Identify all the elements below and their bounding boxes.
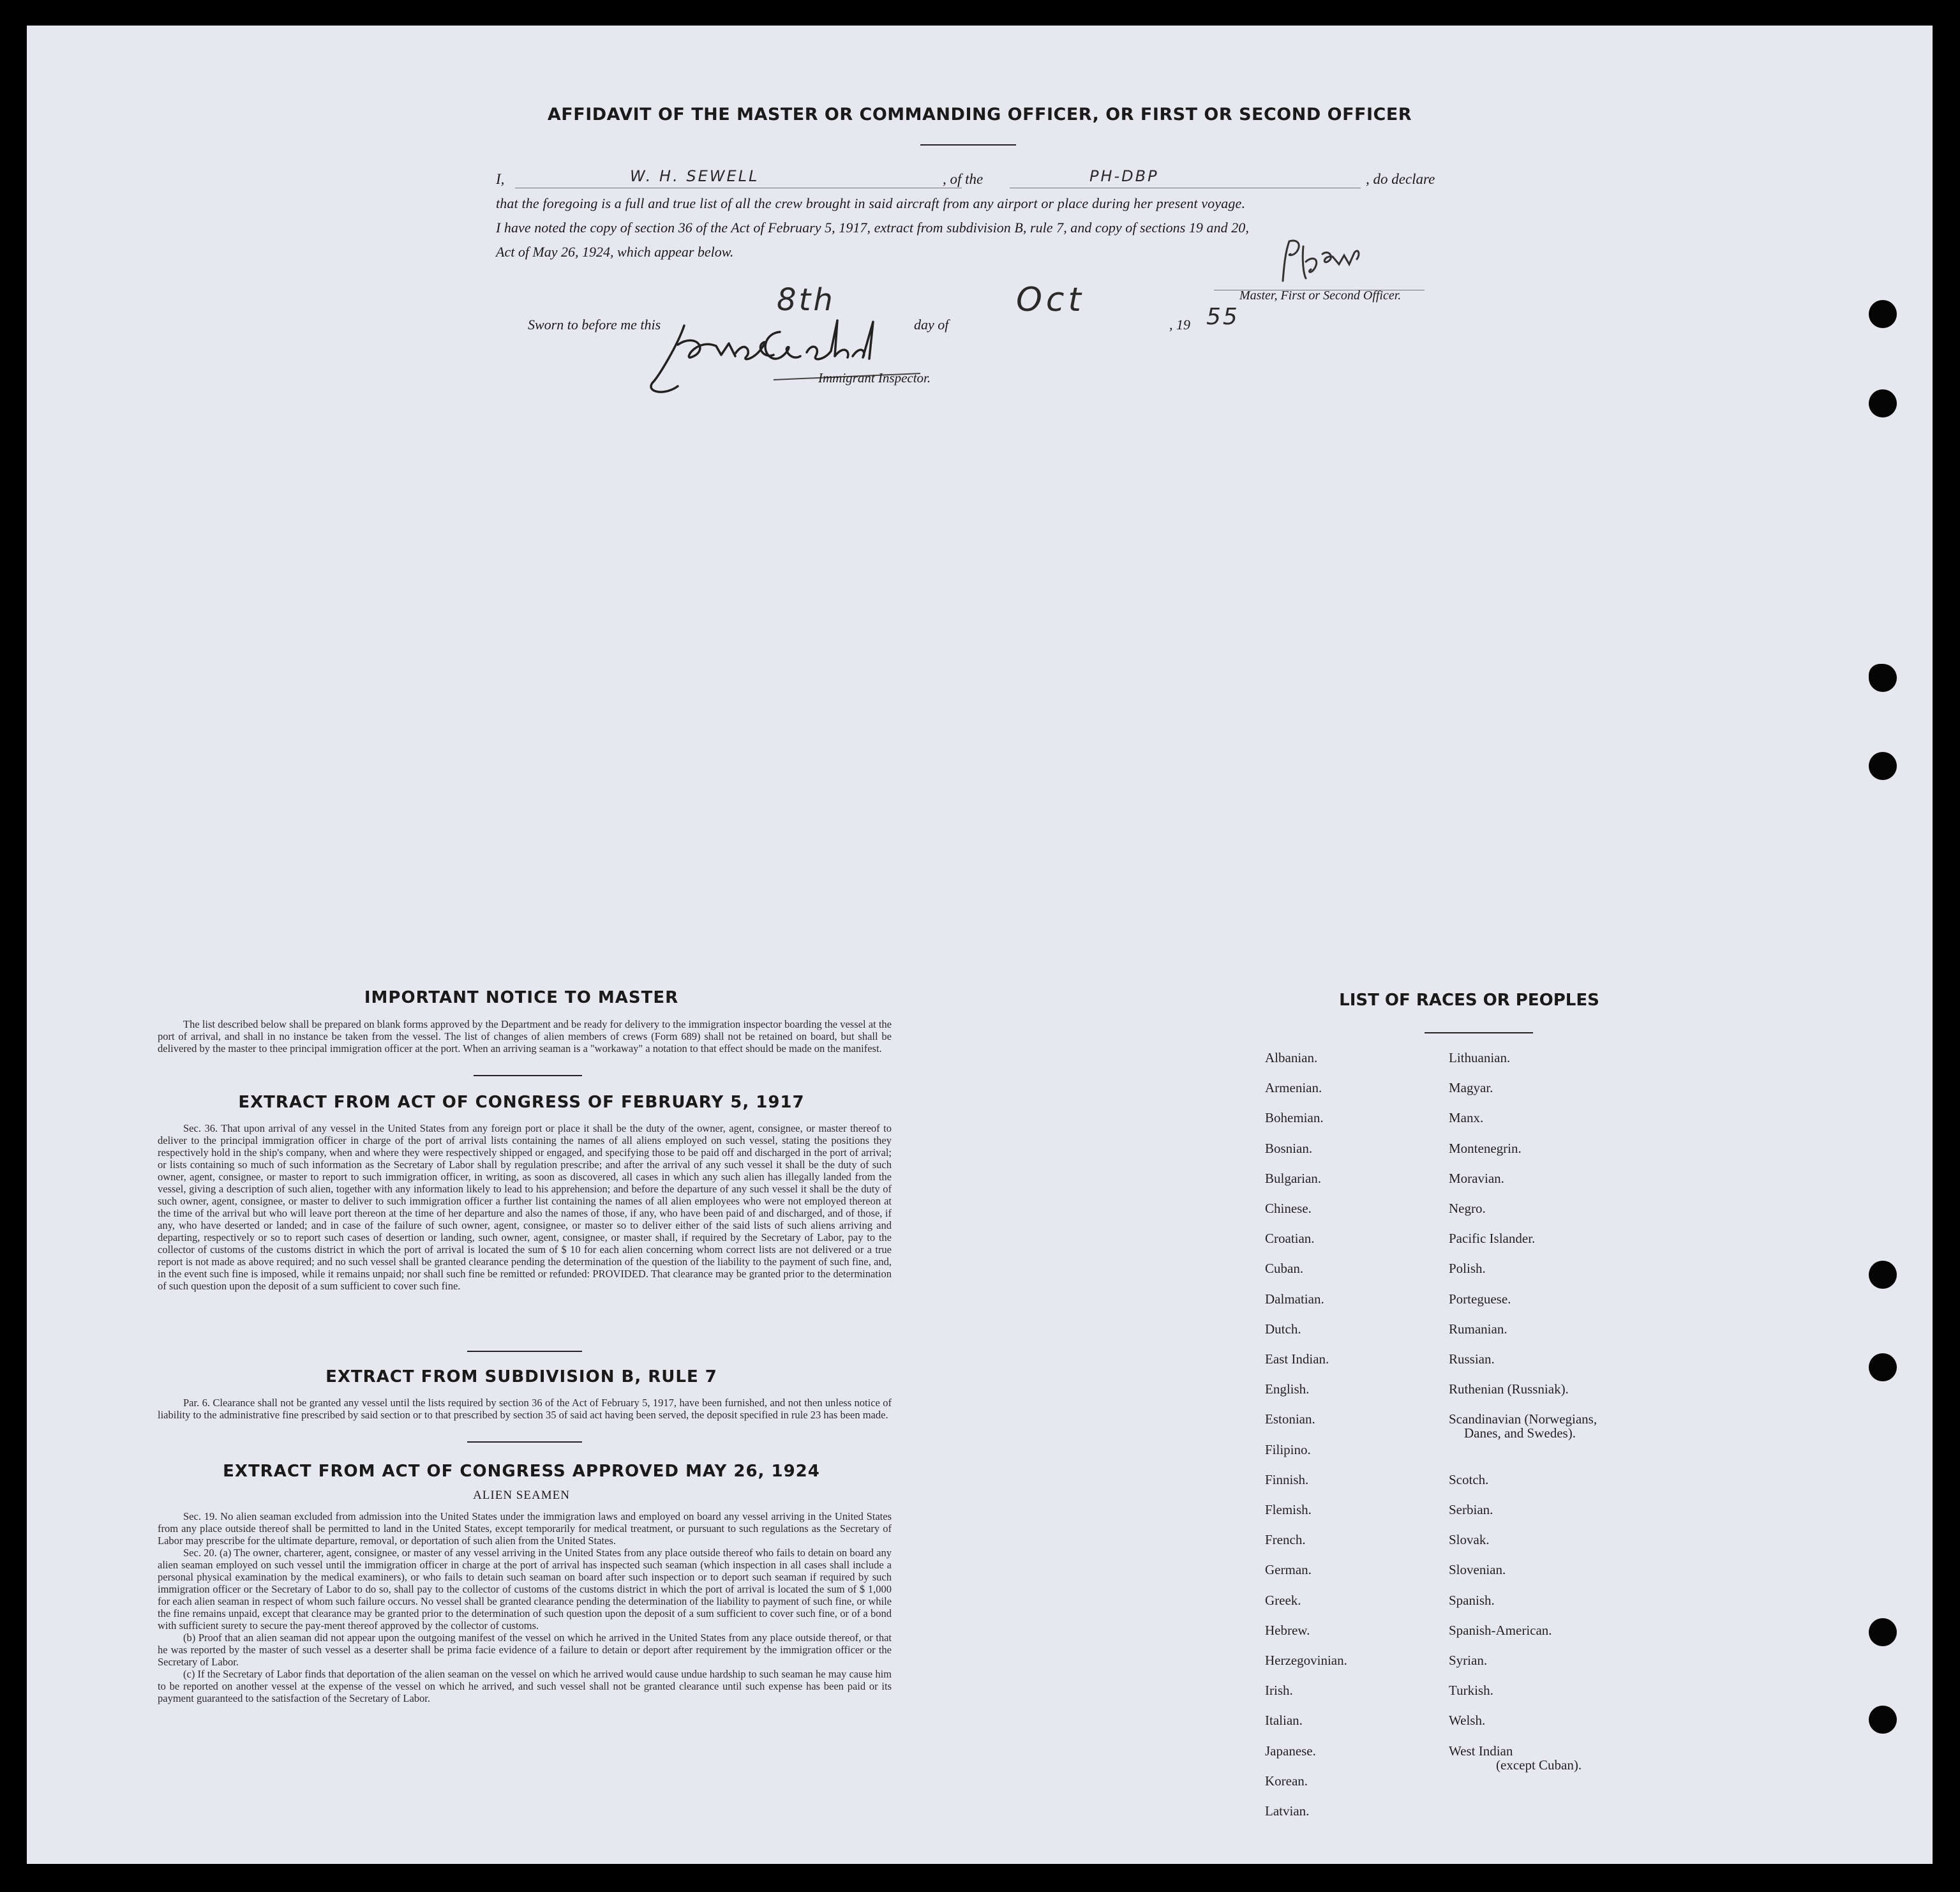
inspector-label: Immigrant Inspector.	[818, 370, 931, 386]
race-item: Manx.	[1449, 1110, 1484, 1126]
affidavit-line-2: that the foregoing is a full and true list of all the crew brought in said aircraft from any airport or place during her present voyage.	[496, 195, 1246, 211]
race-item: Serbian.	[1449, 1502, 1493, 1517]
race-item: Greek.	[1265, 1592, 1301, 1608]
day-of-label: day of	[914, 317, 949, 333]
race-item: German.	[1265, 1562, 1312, 1578]
of-the-label: , of the	[943, 171, 984, 187]
sec-20b-paragraph: (b) Proof that an alien seaman did not appear upon the outgoing manifest of the vessel on which he arrived in the United States from any place outside thereof, or that he was reported by the master of such vessel as a deserter shall be prima facie evidence of a failure to detain or deport after requirement by the immigration officer or the Secretary of Labor.	[158, 1632, 892, 1668]
sec-20c-paragraph: (c) If the Secretary of Labor finds that deportation of the alien seaman on the vessel on which he arrived would cause undue hardship to such seaman he may cause him to be reported on another vessel at the expense of the vessel on which he arrived, and such vessel shall not be granted clearance until such expense has been paid or its payment guaranteed to the satisfaction of the Secretary of Labor.	[158, 1668, 892, 1704]
race-item: English.	[1265, 1381, 1310, 1397]
notice-title: IMPORTANT NOTICE TO MASTER	[364, 988, 679, 1007]
race-item: Filipino.	[1265, 1441, 1311, 1457]
race-item: Estonian.	[1265, 1411, 1315, 1427]
affidavit-i: I,	[496, 171, 505, 187]
race-item: Spanish.	[1449, 1592, 1495, 1608]
race-item: Cuban.	[1265, 1261, 1304, 1277]
race-item-continuation: (except Cuban).	[1496, 1757, 1582, 1773]
year-prefix: , 19	[1169, 317, 1190, 333]
binder-hole	[1869, 752, 1897, 780]
race-item: Scotch.	[1449, 1471, 1489, 1487]
sec-36-paragraph: Sec. 36. That upon arrival of any vessel in the United States from any foreign port or place it shall be the duty of the owner, agent, consignee, or master thereof to deliver to the principal immigration officer in charge of the port of arrival lists containing the names of all aliens employed on such vessel, stating the positions they respectively hold in the ship's company, when and where they were respectively shipped or engaged, and specifying those to be paid off and discharged in the port of arrival; or lists containing so much of such information as the Secretary of Labor shall by regulation prescribe; and after the arrival of any such vessel it shall be the duty of such owner, agent, consignee, or master to report to such immigration officer, in writing, as soon as discovered, all cases in which any such alien has illegally landed from the vessel, giving a description of such alien, together with any information likely to lead to his apprehension; and before the departure of any such vessel it shall be the duty of such owner, agent, consignee, or master to deliver to such immigration officer a further list containing the names of all alien employees who were not employed thereon at the time of the arrival but who will leave port thereon at the time of her departure and also the names of those, if any, who have been paid of and discharged, and of those, if any, who have deserted or landed; and in case of the failure of such owner, agent, consignee, or master so to deliver either of the said lists of such aliens arriving and departing, respectively or so to report such cases of desertion or landing, such owner, agent, consignee, or master shall, if required by the Secretary of Labor, pay to the collector of customs of the customs district in which the port of arrival is located the sum of $ 10 for each alien concerning whom correct lists are not delivered or a true report is not made as above required; and no such vessel shall be granted clearance pending the determination of the question of the liability to the payment of such fine, and, in the event such fine is imposed, while it remains unpaid; nor shall such fine be remitted or refunded: PROVIDED. That clearance may be granted prior to the determination of such question upon the deposit of a sum sufficient to cover such fine.	[158, 1122, 892, 1292]
notice-text	[158, 1018, 892, 1055]
binder-hole	[1869, 1618, 1897, 1646]
binder-hole	[1869, 389, 1897, 417]
race-item: Lithuanian.	[1449, 1050, 1511, 1065]
race-item: Pacific Islander.	[1449, 1231, 1536, 1247]
race-item: Albanian.	[1265, 1050, 1318, 1065]
race-item: Chinese.	[1265, 1201, 1312, 1216]
affidavit-line-4: Act of May 26, 1924, which appear below.	[496, 244, 734, 260]
race-item: Italian.	[1265, 1713, 1303, 1729]
race-item: Russian.	[1449, 1351, 1495, 1367]
race-item: Dalmatian.	[1265, 1291, 1324, 1307]
race-item: Dutch.	[1265, 1321, 1301, 1337]
race-item: Irish.	[1265, 1683, 1293, 1699]
race-item: West Indian	[1449, 1743, 1513, 1759]
binder-hole	[1869, 664, 1897, 692]
sec-19-paragraph: Sec. 19. No alien seaman excluded from admission into the United States under the immigration laws and employed on board any vessel arriving in the United States from any place outside thereof shall be permitted to land in the United States, except temporarily for medical treatment, or pursuant to such regulations as the Secretary of Labor may prescribe for the ultimate departure, removal, or deportation of such alien from the United States.	[158, 1510, 892, 1547]
race-item: Montenegrin.	[1449, 1140, 1522, 1156]
races-title: LIST OF RACES OR PEOPLES	[1339, 991, 1599, 1010]
master-signature	[1278, 236, 1405, 287]
race-item: Turkish.	[1449, 1683, 1493, 1699]
race-item: Flemish.	[1265, 1502, 1312, 1517]
subdivision-b-rule	[467, 1441, 582, 1443]
extract-1917-text	[158, 1122, 892, 1292]
race-item: Syrian.	[1449, 1653, 1488, 1668]
race-item: Polish.	[1449, 1261, 1486, 1277]
extract-1917-title: EXTRACT FROM ACT OF CONGRESS OF FEBRUARY 5, 1917	[238, 1093, 805, 1112]
title-rule	[920, 144, 1016, 146]
binder-hole	[1869, 1353, 1897, 1381]
alien-seamen-subtitle: ALIEN SEAMEN	[473, 1489, 570, 1502]
race-item: Croatian.	[1265, 1231, 1315, 1247]
race-item: Magyar.	[1449, 1080, 1493, 1096]
race-item: Porteguese.	[1449, 1291, 1511, 1307]
race-item: Bulgarian.	[1265, 1170, 1322, 1186]
race-item: Spanish-American.	[1449, 1622, 1552, 1638]
race-item: Armenian.	[1265, 1080, 1322, 1096]
inspector-signature	[640, 306, 933, 402]
binder-hole	[1869, 1261, 1897, 1289]
race-item: Japanese.	[1265, 1743, 1316, 1759]
race-item: Rumanian.	[1449, 1321, 1507, 1337]
binder-hole	[1869, 300, 1897, 328]
race-item: Moravian.	[1449, 1170, 1504, 1186]
sworn-day: 8th	[777, 282, 835, 318]
subdivision-b-text	[158, 1397, 892, 1421]
do-declare-label: , do declare	[1366, 171, 1435, 187]
race-item: Hebrew.	[1265, 1622, 1310, 1638]
race-item: Finnish.	[1265, 1471, 1309, 1487]
sworn-month: Oct	[1016, 281, 1085, 319]
extract-1917-rule	[467, 1351, 582, 1352]
binder-hole	[1869, 1706, 1897, 1734]
document-page	[27, 26, 1933, 1864]
race-item: Bohemian.	[1265, 1110, 1324, 1126]
race-item: Korean.	[1265, 1773, 1308, 1789]
notice-rule	[474, 1075, 582, 1076]
race-item: Welsh.	[1449, 1713, 1486, 1729]
race-item: Scandinavian (Norwegians,	[1449, 1411, 1597, 1427]
master-name: W. H. SEWELL	[630, 167, 759, 185]
sworn-label: Sworn to before me this	[528, 317, 661, 333]
race-item: Herzegovinian.	[1265, 1653, 1347, 1668]
race-item: Negro.	[1449, 1201, 1486, 1216]
race-item: Ruthenian (Russniak).	[1449, 1381, 1569, 1397]
extract-1924-text	[158, 1510, 892, 1704]
extract-1924-title: EXTRACT FROM ACT OF CONGRESS APPROVED MAY 26, 1924	[223, 1462, 820, 1481]
race-item: Slovenian.	[1449, 1562, 1506, 1578]
race-item: Bosnian.	[1265, 1140, 1313, 1156]
sec-20a-paragraph: Sec. 20. (a) The owner, charterer, agent, consignee, or master of any vessel arriving in the United States from any place outside thereof who fails to detain on board any alien seaman employed on such vessel until the immigration officer in charge at the port of arrival has inspected such seaman (which inspection in all cases shall include a personal physical examination by the medical examiners), or who fails to detain such seaman on board after such inspection or to deport such seaman if required by such immigration officer or the Secretary of Labor to do so, shall pay to the collector of customs of the customs district in which the port of arrival is located the sum of $ 1,000 for each alien seaman in respect of whom such failure occurs. No vessel shall be granted clearance pending the determination of the liability to payment of such fine, or while the fine remains unpaid, except that clearance may be granted prior to the determination of such question upon the deposit of a sum sufficient to cover such fine, or of a bond with sufficient surety to secure the pay-ment thereof approved by the collector of customs.	[158, 1547, 892, 1632]
master-label: Master, First or Second Officer.	[1239, 289, 1402, 303]
subdivision-b-title: EXTRACT FROM SUBDIVISION B, RULE 7	[325, 1367, 717, 1386]
race-item: Latvian.	[1265, 1803, 1310, 1819]
affidavit-title: AFFIDAVIT OF THE MASTER OR COMMANDING OFFICER, OR FIRST OR SECOND OFFICER	[547, 105, 1412, 124]
affidavit-line-3: I have noted the copy of section 36 of the Act of February 5, 1917, extract from subdivision B, rule 7, and copy of sections 19 and 20,	[496, 220, 1249, 236]
notice-paragraph: The list described below shall be prepared on blank forms approved by the Department and be ready for delivery to the immigration inspector boarding the vessel at the port of arrival, and shall in no instance be taken from the vessel. The list of changes of alien members of crews (Form 689) shall not be retained on board, but shall be delivered by the master to thee principal immigration officer at the port. When an arriving seaman is a "workaway" a notation to that effect should be made on the manifest.	[158, 1018, 892, 1055]
races-rule	[1425, 1032, 1533, 1033]
race-item-continuation: Danes, and Swedes).	[1464, 1425, 1576, 1441]
race-item: Slovak.	[1449, 1532, 1490, 1548]
par-6-paragraph: Par. 6. Clearance shall not be granted any vessel until the lists required by section 36 of the Act of February 5, 1917, have been furnished, and not then unless notice of liability to the administrative fine prescribed by said section or to that prescribed by section 35 of said act having been served, the deposit specified in rule 23 has been made.	[158, 1397, 892, 1421]
race-item: East Indian.	[1265, 1351, 1329, 1367]
race-item: French.	[1265, 1532, 1306, 1548]
sworn-year: 55	[1206, 304, 1239, 330]
aircraft-registration: PH-DBP	[1089, 167, 1159, 185]
